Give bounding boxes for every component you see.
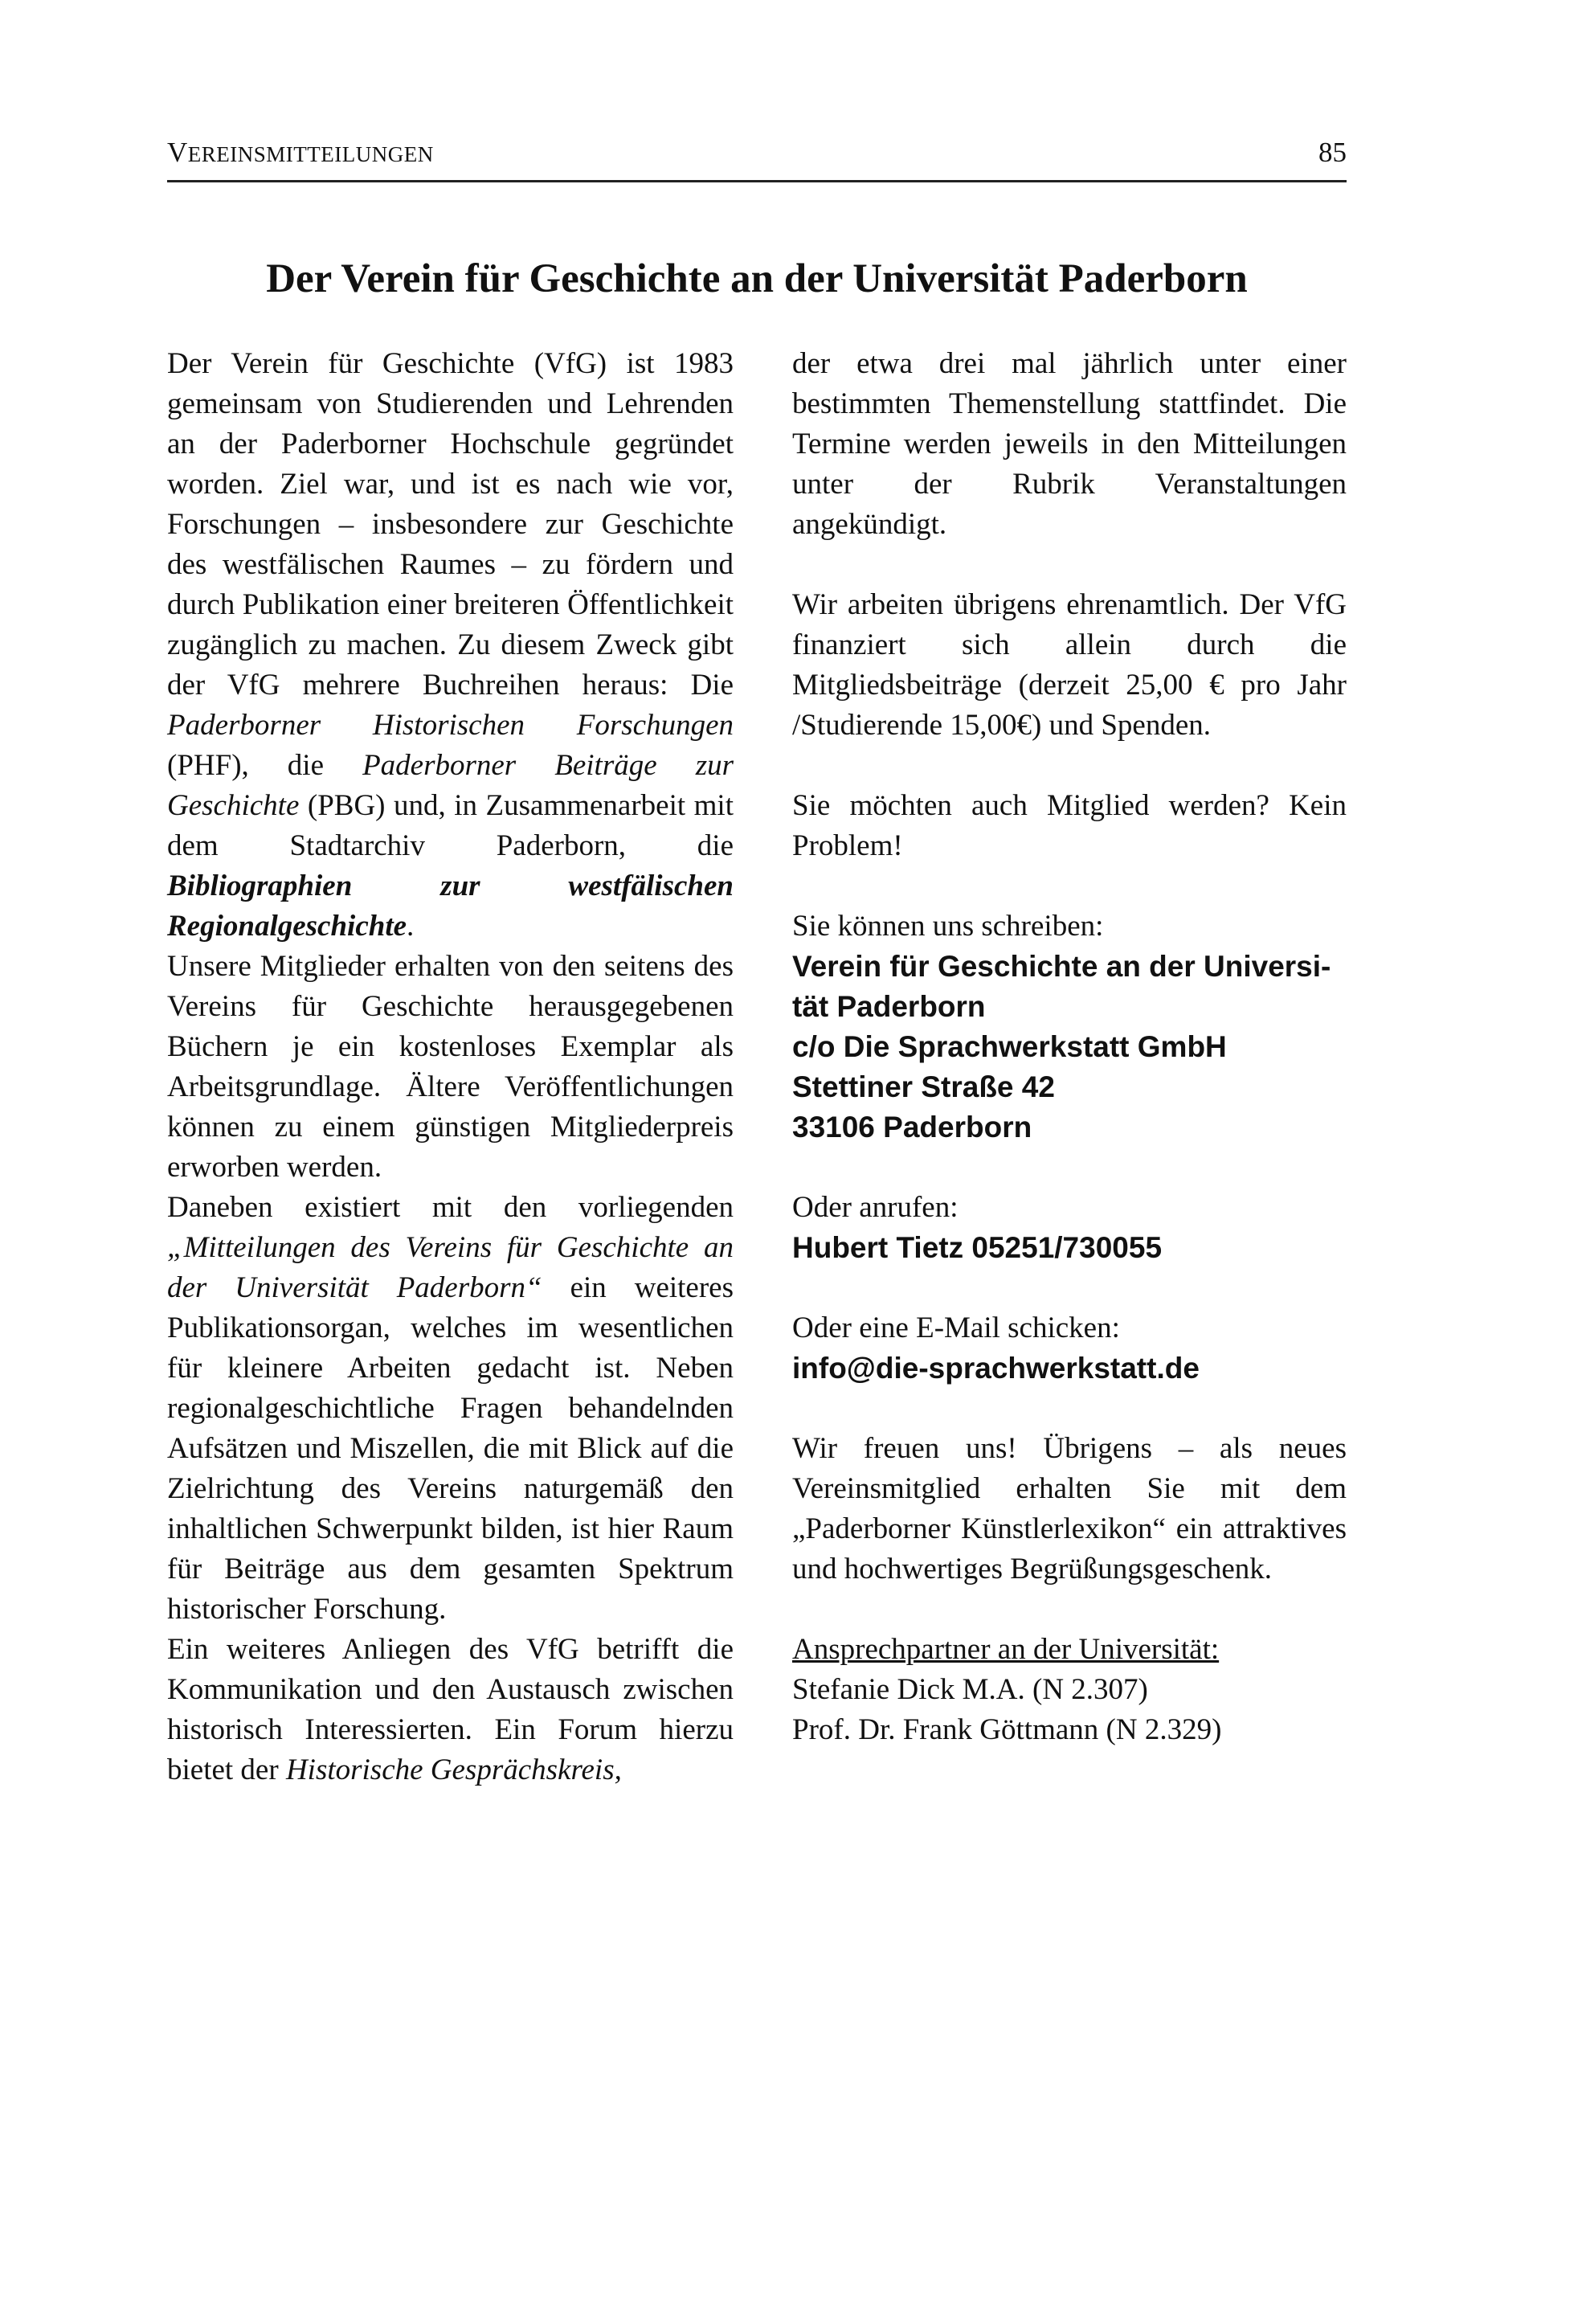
- right-paragraph-1: der etwa drei mal jährlich unter einer bestimmten Themenstellung stattfindet. Die Termine werden jeweils in den Mitteilungen unter der Rubrik Veranstaltungen angekündigt.: [792, 347, 1347, 541]
- series-title-bibliographien: Bibliographien zur westfälischen Regionalgeschichte: [167, 869, 734, 943]
- postal-address: [792, 947, 1347, 1148]
- running-header: [167, 137, 1347, 182]
- email-label: Oder eine E-Mail schicken:: [792, 1311, 1120, 1344]
- running-header-initial: V: [167, 137, 188, 168]
- left-column: [167, 344, 734, 1790]
- right-paragraph-3: Sie möchten auch Mitglied werden? Kein Problem!: [792, 789, 1347, 862]
- text-run: (PHF), die: [167, 749, 363, 782]
- running-header-rest: EREINSMITTEILUNGEN: [187, 142, 434, 166]
- contact-person-1: Stefanie Dick M.A. (N 2.307): [792, 1673, 1148, 1706]
- left-paragraph-2: Unsere Mitglieder erhalten von den seitens des Vereins für Geschichte herausgegebenen Büchern je ein kostenloses Exemplar als Arbeitsgrundlage. Ältere Veröffentlichungen können zu einem günstigen Mitgliederpreis erworben werden.: [167, 950, 734, 1184]
- text-run: (PBG) und, in Zusammenarbeit mit dem Stadtarchiv Paderborn, die: [167, 789, 734, 862]
- article-title: Der Verein für Geschichte an der Universität Paderborn: [266, 256, 1248, 301]
- address-city: 33106 Paderborn: [792, 1111, 1032, 1144]
- running-header-title: [167, 137, 434, 169]
- text-run: .: [407, 910, 415, 943]
- write-label: Sie können uns schreiben:: [792, 910, 1104, 943]
- left-paragraph-4: [167, 1630, 734, 1790]
- text-run: ein weiteres Publikationsorgan, welches im wesentlichen für kleinere Arbeiten gedacht ist. Neben regionalgeschichtliche Fragen behandelnden Aufsätzen und Miszellen, die mit Blick auf die Zielrichtung des Vereins naturgemäß den inhaltlichen Schwerpunkt bilden, ist hier Raum für Beiträge aus dem gesamten Spektrum historischer Forschung.: [167, 1271, 734, 1626]
- address-name-line-1: Verein für Geschichte an der Universi-: [792, 950, 1331, 983]
- contacts-heading: Ansprechpartner an der Universität:: [792, 1633, 1220, 1666]
- phone-contact: Hubert Tietz 05251/730055: [792, 1231, 1163, 1264]
- forum-title: Historische Gesprächskreis,: [285, 1753, 622, 1786]
- series-title-pbg: Paderborner Beiträge zur Geschichte: [167, 749, 734, 822]
- call-label: Oder anrufen:: [792, 1191, 959, 1224]
- email-address: info@die-sprachwerkstatt.de: [792, 1352, 1200, 1385]
- journal-title: „Mitteilungen des Vereins für Geschichte an der Universität Paderborn“: [167, 1231, 734, 1304]
- address-name-line-2: tät Paderborn: [792, 990, 986, 1023]
- right-column: [792, 344, 1347, 1750]
- contact-person-2: Prof. Dr. Frank Göttmann (N 2.329): [792, 1713, 1222, 1746]
- right-paragraph-2: Wir arbeiten übrigens ehrenamtlich. Der VfG finanziert sich allein durch die Mitgliedsbeiträge (derzeit 25,00 € pro Jahr /Studierende 15,00€) und Spenden.: [792, 588, 1347, 742]
- right-paragraph-4: Wir freuen uns! Übrigens – als neues Vereinsmitglied erhalten Sie mit dem „Paderborner Künstlerlexikon“ ein attraktives und hochwertiges Begrüßungsgeschenk.: [792, 1432, 1347, 1585]
- left-paragraph-3: [167, 1188, 734, 1630]
- text-run: Ein weiteres Anliegen des VfG betrifft die Kommunikation und den Austausch zwischen historisch Interessierten. Ein Forum hierzu bietet der: [167, 1633, 734, 1786]
- address-co-line: c/o Die Sprachwerkstatt GmbH: [792, 1030, 1227, 1063]
- address-street: Stettiner Straße 42: [792, 1070, 1055, 1103]
- text-run: Daneben existiert mit den vorliegenden: [167, 1191, 734, 1224]
- text-run: Der Verein für Geschichte (VfG) ist 1983 gemeinsam von Studierenden und Lehrenden an der Paderborner Hochschule gegründet worden. Ziel war, und ist es nach wie vor, Forschungen – insbesondere zur Geschichte des westfälischen Raumes – zu fördern und durch Publikation einer breiteren Öffentlichkeit zugänglich zu machen. Zu diesem Zweck gibt der VfG mehrere Buchreihen heraus: Die: [167, 347, 734, 702]
- left-paragraph-1: [167, 344, 734, 947]
- series-title-phf: Paderborner Historischen Forschungen: [167, 709, 734, 742]
- page-number: 85: [1318, 137, 1347, 168]
